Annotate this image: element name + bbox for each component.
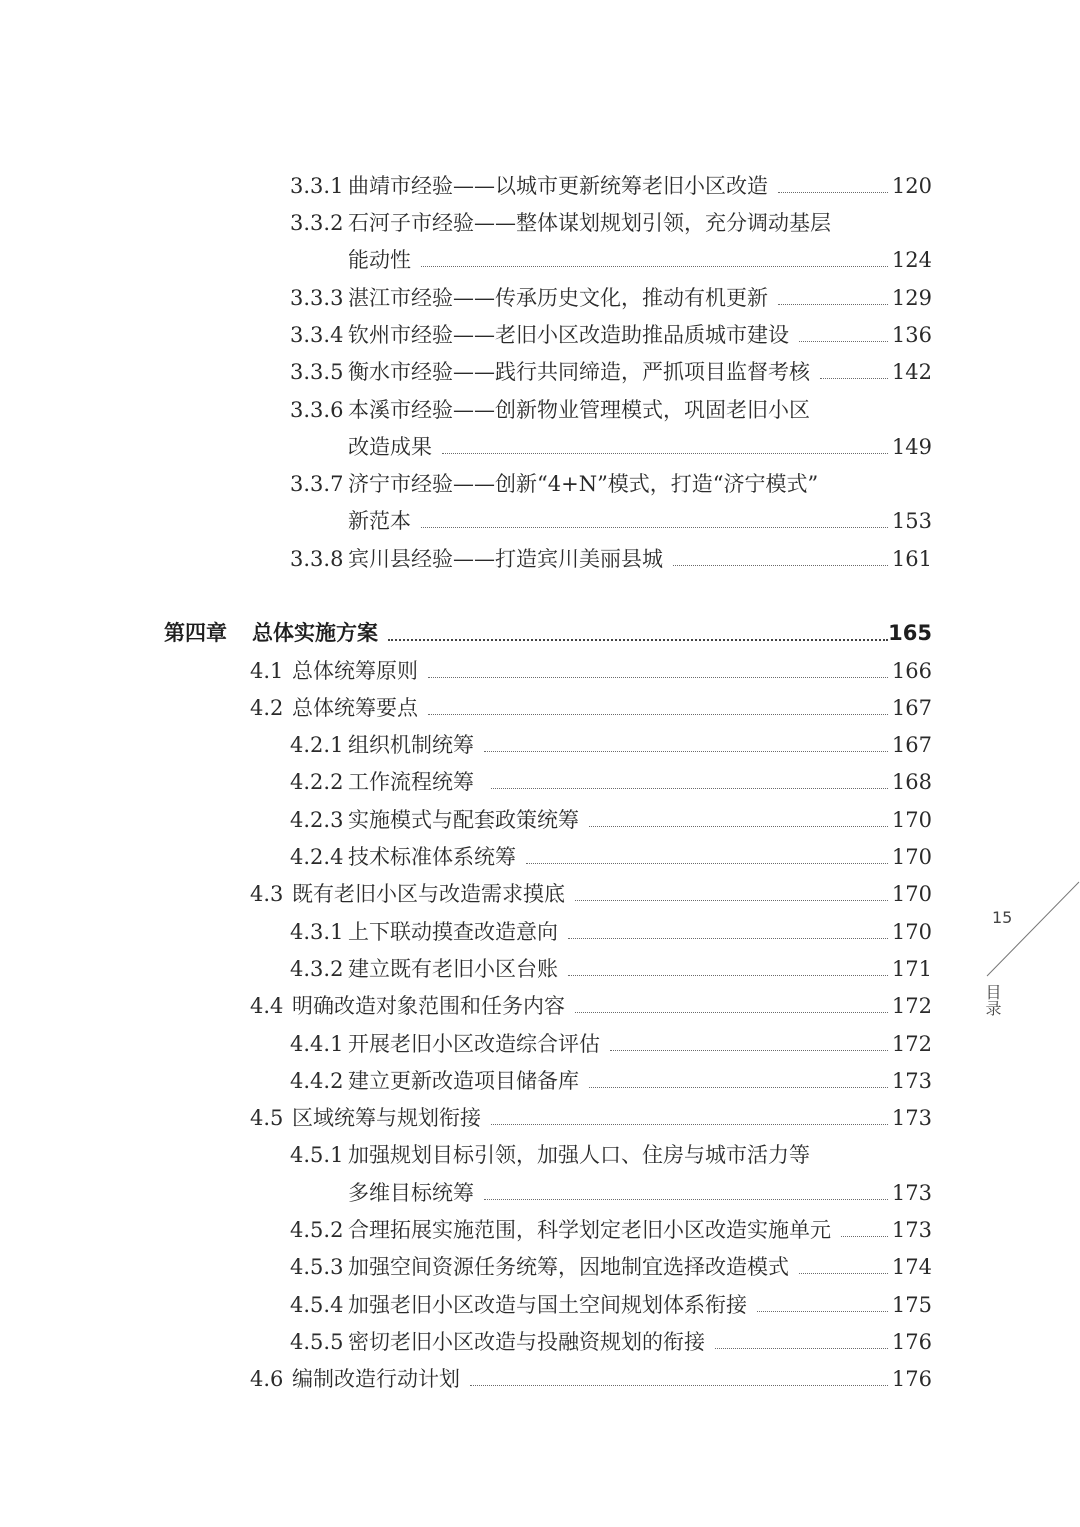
toc-entry[interactable] <box>250 876 932 913</box>
dot-leader <box>589 826 888 827</box>
dot-leader <box>799 1273 888 1274</box>
toc-entry[interactable] <box>250 653 932 690</box>
dot-leader <box>568 938 888 939</box>
section-number: 4.2.4 <box>290 845 344 869</box>
section-title: 加强空间资源任务统筹，因地制宜选择改造模式 <box>348 1255 789 1279</box>
toc-entry[interactable] <box>290 951 932 988</box>
section-number: 4.6 <box>250 1367 284 1391</box>
section-label: 目录 <box>983 984 1002 1016</box>
toc-entry[interactable] <box>250 1361 932 1398</box>
section-number: 4.1 <box>250 659 284 683</box>
toc-entry-continuation[interactable] <box>290 242 932 279</box>
section-title: 宾川县经验——打造宾川美丽县城 <box>348 547 663 571</box>
section-title-continued: 多维目标统筹 <box>348 1181 474 1205</box>
page-number-ref: 173 <box>891 1069 932 1093</box>
section-number: 4.2.2 <box>290 770 344 794</box>
section-title: 本溪市经验——创新物业管理模式，巩固老旧小区 <box>348 398 810 422</box>
section-number: 4.5.3 <box>290 1255 344 1279</box>
page-number-ref: 176 <box>891 1330 932 1354</box>
section-number: 4.2 <box>250 696 284 720</box>
section-number: 3.3.5 <box>290 360 344 384</box>
section-title-continued: 改造成果 <box>348 435 432 459</box>
toc-entry[interactable] <box>290 466 932 503</box>
page-number-ref: 173 <box>891 1218 932 1242</box>
section-number: 3.3.2 <box>290 211 344 235</box>
section-number: 4.2.3 <box>290 808 344 832</box>
dot-leader <box>575 900 888 901</box>
dot-leader <box>442 453 888 454</box>
section-title: 总体统筹原则 <box>292 659 418 683</box>
section-title: 组织机制统筹 <box>348 733 474 757</box>
page-number-ref: 168 <box>891 770 932 794</box>
page-number-ref: 172 <box>891 1032 932 1056</box>
page-number-ref: 170 <box>891 920 932 944</box>
section-title: 编制改造行动计划 <box>292 1367 460 1391</box>
page-number-ref: 149 <box>891 435 932 459</box>
section-number: 4.3 <box>250 882 284 906</box>
toc-entry[interactable] <box>290 317 932 354</box>
dot-leader <box>428 677 888 678</box>
toc-entry[interactable] <box>290 168 932 205</box>
side-folio <box>975 870 1080 1050</box>
section-title-continued: 能动性 <box>348 248 411 272</box>
page-number-ref: 153 <box>891 509 932 533</box>
dot-leader <box>428 714 888 715</box>
section-title: 衡水市经验——践行共同缔造，严抓项目监督考核 <box>348 360 810 384</box>
page-number-ref: 175 <box>891 1293 932 1317</box>
page-number-ref: 172 <box>891 994 932 1018</box>
dot-leader <box>715 1348 888 1349</box>
section-title: 曲靖市经验——以城市更新统筹老旧小区改造 <box>348 174 768 198</box>
toc-entry[interactable] <box>290 802 932 839</box>
dot-leader <box>820 378 888 379</box>
section-number: 4.4.2 <box>290 1069 344 1093</box>
section-number: 4.2.1 <box>290 733 344 757</box>
section-number: 3.3.3 <box>290 286 344 310</box>
section-number: 3.3.1 <box>290 174 344 198</box>
toc-entry[interactable] <box>290 839 932 876</box>
dot-leader <box>778 192 888 193</box>
page-number-ref: 167 <box>891 696 932 720</box>
section-title: 合理拓展实施范围，科学划定老旧小区改造实施单元 <box>348 1218 831 1242</box>
page-number-ref: 170 <box>891 808 932 832</box>
section-number: 4.5 <box>250 1106 284 1130</box>
section-title: 工作流程统筹 <box>348 770 474 794</box>
dot-leader <box>757 1311 888 1312</box>
dot-leader <box>421 266 888 267</box>
page-number-ref: 167 <box>891 733 932 757</box>
toc-entry[interactable] <box>250 1100 932 1137</box>
toc-entry[interactable] <box>290 1287 932 1324</box>
toc-entry-continuation[interactable] <box>290 429 932 466</box>
section-title: 总体统筹要点 <box>292 696 418 720</box>
section-title: 既有老旧小区与改造需求摸底 <box>292 882 565 906</box>
toc-entry[interactable] <box>290 727 932 764</box>
page-number-ref: 170 <box>891 882 932 906</box>
section-number: 3.3.4 <box>290 323 344 347</box>
section-title: 区域统筹与规划衔接 <box>292 1106 481 1130</box>
section-number: 4.5.4 <box>290 1293 344 1317</box>
section-title: 建立既有老旧小区台账 <box>348 957 558 981</box>
page-number-ref: 176 <box>891 1367 932 1391</box>
toc-entry[interactable] <box>290 1249 932 1286</box>
section-title: 建立更新改造项目储备库 <box>348 1069 579 1093</box>
dot-leader <box>799 341 888 342</box>
toc-entry[interactable] <box>290 914 932 951</box>
section-number: 4.3.1 <box>290 920 344 944</box>
page-number-ref: 174 <box>891 1255 932 1279</box>
page-number-ref: 173 <box>891 1106 932 1130</box>
section-number: 3.3.8 <box>290 547 344 571</box>
folio-divider <box>975 870 1080 1050</box>
page-number-ref: 136 <box>891 323 932 347</box>
dot-leader <box>568 975 888 976</box>
toc-chapter-entry[interactable] <box>164 615 932 652</box>
section-title: 密切老旧小区改造与投融资规划的衔接 <box>348 1330 705 1354</box>
page-number: 15 <box>992 908 1013 927</box>
section-number: 4.5.1 <box>290 1143 344 1167</box>
section-title: 石河子市经验——整体谋划规划引领，充分调动基层 <box>348 211 831 235</box>
toc-entry-continuation[interactable] <box>290 503 932 540</box>
dot-leader <box>526 863 888 864</box>
section-number: 3.3.7 <box>290 472 344 496</box>
page-number-ref: 129 <box>891 286 932 310</box>
dot-leader <box>421 527 888 528</box>
section-number: 3.3.6 <box>290 398 344 422</box>
page-number-ref: 173 <box>891 1181 932 1205</box>
page-number-ref: 120 <box>891 174 932 198</box>
toc-entry-continuation[interactable] <box>290 1175 932 1212</box>
section-number: 4.3.2 <box>290 957 344 981</box>
page-number-ref: 124 <box>891 248 932 272</box>
chapter-number: 第四章 <box>164 621 227 645</box>
toc-entry[interactable] <box>290 1026 932 1063</box>
section-title-continued: 新范本 <box>348 509 411 533</box>
dot-leader <box>491 1124 888 1125</box>
dot-leader <box>484 751 888 752</box>
section-number: 4.5.2 <box>290 1218 344 1242</box>
section-number: 4.4.1 <box>290 1032 344 1056</box>
toc-entry[interactable] <box>290 1137 932 1174</box>
page-number-ref: 171 <box>891 957 932 981</box>
toc-entry[interactable] <box>290 1324 932 1361</box>
toc-entry[interactable] <box>250 988 932 1025</box>
page-number-ref: 161 <box>891 547 932 571</box>
toc-entry[interactable] <box>290 764 932 801</box>
section-number: 4.5.5 <box>290 1330 344 1354</box>
page-number-ref: 166 <box>891 659 932 683</box>
toc-entry[interactable] <box>290 354 932 391</box>
dot-leader <box>388 639 888 641</box>
dot-leader <box>610 1050 888 1051</box>
section-title: 上下联动摸查改造意向 <box>348 920 558 944</box>
dot-leader <box>470 1385 888 1386</box>
dot-leader <box>484 1199 888 1200</box>
toc-entry[interactable] <box>250 690 932 727</box>
section-title: 加强规划目标引领，加强人口、住房与城市活力等 <box>348 1143 810 1167</box>
dot-leader <box>778 304 888 305</box>
section-title: 湛江市经验——传承历史文化，推动有机更新 <box>348 286 768 310</box>
dot-leader <box>673 565 888 566</box>
toc-entry[interactable] <box>290 1063 932 1100</box>
section-title: 开展老旧小区改造综合评估 <box>348 1032 600 1056</box>
section-title: 技术标准体系统筹 <box>348 845 516 869</box>
dot-leader <box>575 1012 888 1013</box>
page-number-ref: 170 <box>891 845 932 869</box>
toc-entry[interactable] <box>290 392 932 429</box>
toc-entry[interactable] <box>290 205 932 242</box>
dot-leader <box>491 788 888 789</box>
page-number-ref: 142 <box>891 360 932 384</box>
chapter-title: 总体实施方案 <box>252 621 378 645</box>
section-number: 4.4 <box>250 994 284 1018</box>
section-title: 实施模式与配套政策统筹 <box>348 808 579 832</box>
toc-entry[interactable] <box>290 280 932 317</box>
toc-entry[interactable] <box>290 541 932 578</box>
section-title: 钦州市经验——老旧小区改造助推品质城市建设 <box>348 323 789 347</box>
section-title: 加强老旧小区改造与国土空间规划体系衔接 <box>348 1293 747 1317</box>
section-title: 明确改造对象范围和任务内容 <box>292 994 565 1018</box>
toc-entry[interactable] <box>290 1212 932 1249</box>
section-title: 济宁市经验——创新“4+N”模式，打造“济宁模式” <box>348 472 819 496</box>
dot-leader <box>841 1236 888 1237</box>
page-number-ref: 165 <box>888 621 932 645</box>
dot-leader <box>589 1087 888 1088</box>
